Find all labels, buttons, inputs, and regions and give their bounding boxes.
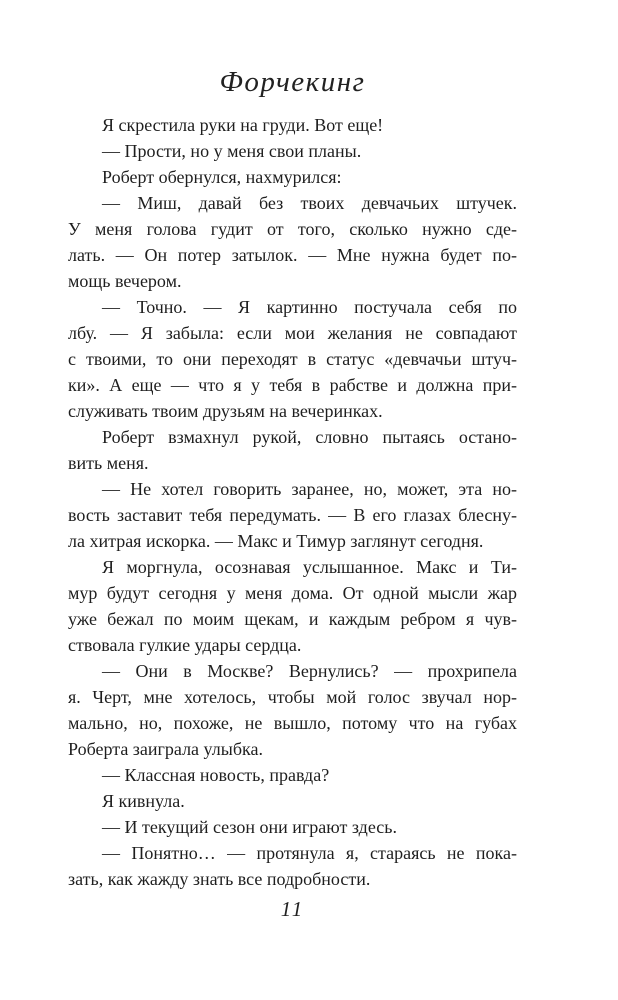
paragraph [68, 814, 517, 840]
text-line: лбу. — Я забыла: если мои желания не совпадают [68, 323, 517, 343]
text-line: — Прости, но у меня свои планы. [102, 141, 362, 161]
chapter-title: Форчекинг [219, 66, 366, 98]
text-line: ла хитрая искорка. — Макс и Тимур заглянут сегодня. [68, 531, 484, 551]
paragraph [68, 112, 517, 138]
text-line: Я скрестила руки на груди. Вот еще! [102, 115, 384, 135]
text-line: — Понятно… — протянула я, стараясь не пока- [102, 843, 517, 863]
text-line: мур будут сегодня у меня дома. От одной мысли жар [68, 583, 517, 603]
paragraph [68, 424, 517, 476]
text-line: лать. — Он потер затылок. — Мне нужна будет по- [68, 245, 517, 265]
text-line: ствовала гулкие удары сердца. [68, 635, 302, 655]
paragraph [68, 554, 517, 658]
paragraph [68, 164, 517, 190]
text-line: Роберт обернулся, нахмурился: [102, 167, 342, 187]
text-line: с твоими, то они переходят в статус «девчачьи штуч- [68, 349, 517, 369]
text-line: — Они в Москве? Вернулись? — прохрипела [102, 661, 517, 681]
text-line: — Миш, давай без твоих девчачьих штучек. [102, 193, 517, 213]
text-line: служивать твоим друзьям на вечеринках. [68, 401, 383, 421]
text-line: — И текущий сезон они играют здесь. [102, 817, 397, 837]
text-line: уже бежал по моим щекам, и каждым ребром я чув- [68, 609, 517, 629]
text-line: — Классная новость, правда? [102, 765, 330, 785]
text-line: Я моргнула, осознавая услышанное. Макс и Ти- [102, 557, 517, 577]
paragraph [68, 476, 517, 554]
text-line: Роберта заиграла улыбка. [68, 739, 263, 759]
text-line: мально, но, похоже, не вышло, потому что на губах [68, 713, 517, 733]
paragraph [68, 294, 517, 424]
page-number: 11 [280, 897, 305, 921]
text-line: — Не хотел говорить заранее, но, может, эта но- [102, 479, 517, 499]
text-line: зать, как жажду знать все подробности. [68, 869, 371, 889]
paragraph [68, 762, 517, 788]
text-block [68, 112, 517, 892]
paragraph [68, 138, 517, 164]
text-line: Я кивнула. [102, 791, 185, 811]
text-line: ки». А еще — что я у тебя в рабстве и должна при- [68, 375, 517, 395]
paragraph [68, 190, 517, 294]
text-line: вость заставит тебя передумать. — В его глазах блесну- [68, 505, 517, 525]
paragraph [68, 840, 517, 892]
paragraph [68, 658, 517, 762]
paragraph [68, 788, 517, 814]
text-line: Роберт взмахнул рукой, словно пытаясь остано- [102, 427, 517, 447]
text-line: У меня голова гудит от того, сколько нужно сде- [68, 219, 517, 239]
text-line: мощь вечером. [68, 271, 182, 291]
text-line: — Точно. — Я картинно постучала себя по [102, 297, 517, 317]
text-line: вить меня. [68, 453, 149, 473]
text-line: я. Черт, мне хотелось, чтобы мой голос звучал нор- [68, 687, 517, 707]
